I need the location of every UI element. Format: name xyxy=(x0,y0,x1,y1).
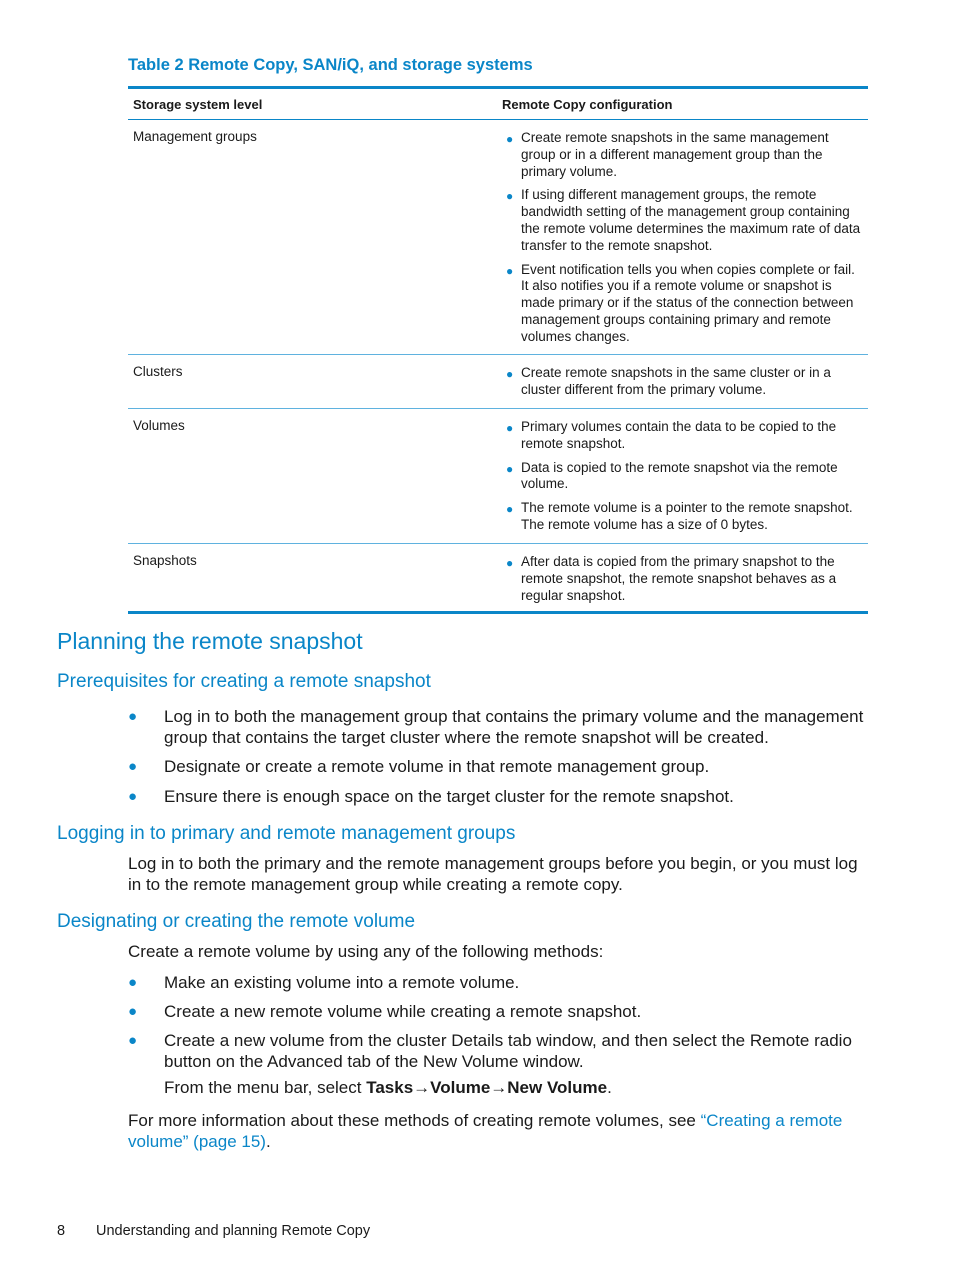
list-item-text: Create a new volume from the cluster Details tab window, and then select the Remote radio button on the Advanced tab of the New Volume window. xyxy=(164,1031,852,1071)
bullet-icon: ● xyxy=(128,758,138,775)
list-item-text: Primary volumes contain the data to be copied to the remote snapshot. xyxy=(521,419,837,451)
row-level-label: Volumes xyxy=(133,418,185,433)
prerequisites-list xyxy=(128,706,870,807)
list-item xyxy=(128,972,870,993)
list-item xyxy=(502,554,866,604)
bullet-icon: ● xyxy=(506,263,514,278)
table-row xyxy=(128,355,868,409)
list-item-text: Log in to both the management group that contains the primary volume and the management group that contains the target cluster where the remote snapshot will be created. xyxy=(164,707,864,747)
bullet-icon: ● xyxy=(128,1003,138,1020)
subsection-title-logging-in: Logging in to primary and remote management groups xyxy=(57,823,516,844)
list-item-text: The remote volume is a pointer to the remote snapshot. The remote volume has a size of 0 bytes. xyxy=(521,500,853,532)
remote-copy-table xyxy=(128,86,868,614)
bullet-icon: ● xyxy=(128,974,138,991)
subsection-title-designating: Designating or creating the remote volume xyxy=(57,911,416,932)
list-item-text: Event notification tells you when copies complete or fail. It also notifies you if a remote volume or snapshot is made primary or if the status of the connection between management groups containing primary and remote volumes changes. xyxy=(521,261,855,344)
list-item xyxy=(128,786,870,807)
list-item xyxy=(502,187,866,254)
more-info-text: For more information about these methods of creating remote volumes, see xyxy=(128,1111,701,1130)
bullet-icon: ● xyxy=(506,502,514,517)
table-row xyxy=(128,409,868,544)
list-item-text: Ensure there is enough space on the target cluster for the remote snapshot. xyxy=(164,787,734,806)
list-item xyxy=(502,460,866,494)
row-config-list xyxy=(502,365,866,406)
bullet-icon: ● xyxy=(506,189,514,204)
bullet-icon: ● xyxy=(506,132,514,146)
header-configuration: Remote Copy configuration xyxy=(502,97,673,112)
list-item-text: If using different management groups, the remote bandwidth setting of the management group containing the remote volume determines the maximum rate of data transfer to the remote snapshot. xyxy=(521,187,861,253)
header-storage-level: Storage system level xyxy=(133,97,263,112)
table-caption: Table 2 Remote Copy, SAN/iQ, and storage systems xyxy=(128,56,533,74)
section-title: Planning the remote snapshot xyxy=(57,628,363,654)
table-row xyxy=(128,544,868,611)
table-row xyxy=(128,120,868,355)
list-item xyxy=(502,130,866,180)
creating-remote-volume-link[interactable]: “Creating a remote volume” (page 15) xyxy=(128,1111,843,1151)
list-item-text: After data is copied from the primary snapshot to the remote snapshot, the remote snapshot behaves as a regular snapshot. xyxy=(521,554,837,603)
row-config-list xyxy=(502,130,866,353)
list-item-text: Make an existing volume into a remote volume. xyxy=(164,973,520,992)
bullet-icon: ● xyxy=(506,421,514,435)
bullet-icon: ● xyxy=(506,367,514,381)
list-item xyxy=(502,365,866,399)
designating-intro: Create a remote volume by using any of the following methods: xyxy=(128,942,604,961)
list-item-text: Create remote snapshots in the same cluster or in a cluster different from the primary volume. xyxy=(521,365,831,397)
bullet-icon: ● xyxy=(128,788,138,805)
bullet-icon: ● xyxy=(128,1032,138,1049)
list-item xyxy=(502,500,866,534)
footer-title: Understanding and planning Remote Copy xyxy=(96,1223,371,1239)
row-level-label: Management groups xyxy=(133,129,257,144)
list-item xyxy=(502,419,866,453)
menu-path-prefix: From the menu bar, select xyxy=(164,1078,367,1097)
menu-path-instruction xyxy=(164,1077,870,1098)
row-level-label: Clusters xyxy=(133,364,183,379)
subsection-title-prerequisites: Prerequisites for creating a remote snapshot xyxy=(57,671,431,692)
row-config-list xyxy=(502,419,866,541)
list-item xyxy=(502,262,866,346)
list-item-text: Data is copied to the remote snapshot via the remote volume. xyxy=(521,459,838,492)
bullet-icon: ● xyxy=(506,556,514,570)
list-item-text: Designate or create a remote volume in that remote management group. xyxy=(164,757,710,776)
list-item-text: Create remote snapshots in the same management group or in a different management group than the primary volume. xyxy=(521,130,829,179)
row-config-list xyxy=(502,554,866,611)
list-item-text: Create a new remote volume while creating a remote snapshot. xyxy=(164,1002,642,1021)
menu-path-suffix: . xyxy=(607,1078,612,1097)
designating-methods-list xyxy=(128,972,870,1072)
list-item xyxy=(128,1001,870,1022)
page-number: 8 xyxy=(57,1223,66,1239)
bullet-icon: ● xyxy=(506,461,514,476)
menu-path: Tasks→Volume→New Volume xyxy=(366,1078,608,1097)
more-info-suffix: . xyxy=(265,1132,271,1151)
row-level-label: Snapshots xyxy=(133,553,197,568)
bullet-icon: ● xyxy=(128,708,138,725)
list-item xyxy=(128,706,870,748)
more-info-paragraph xyxy=(128,1110,870,1152)
list-item xyxy=(128,756,870,777)
table-header xyxy=(128,89,868,120)
logging-in-paragraph: Log in to both the primary and the remote management groups before you begin, or you must log in to the remote management group while creating a remote copy. xyxy=(128,854,858,894)
list-item xyxy=(128,1030,870,1072)
